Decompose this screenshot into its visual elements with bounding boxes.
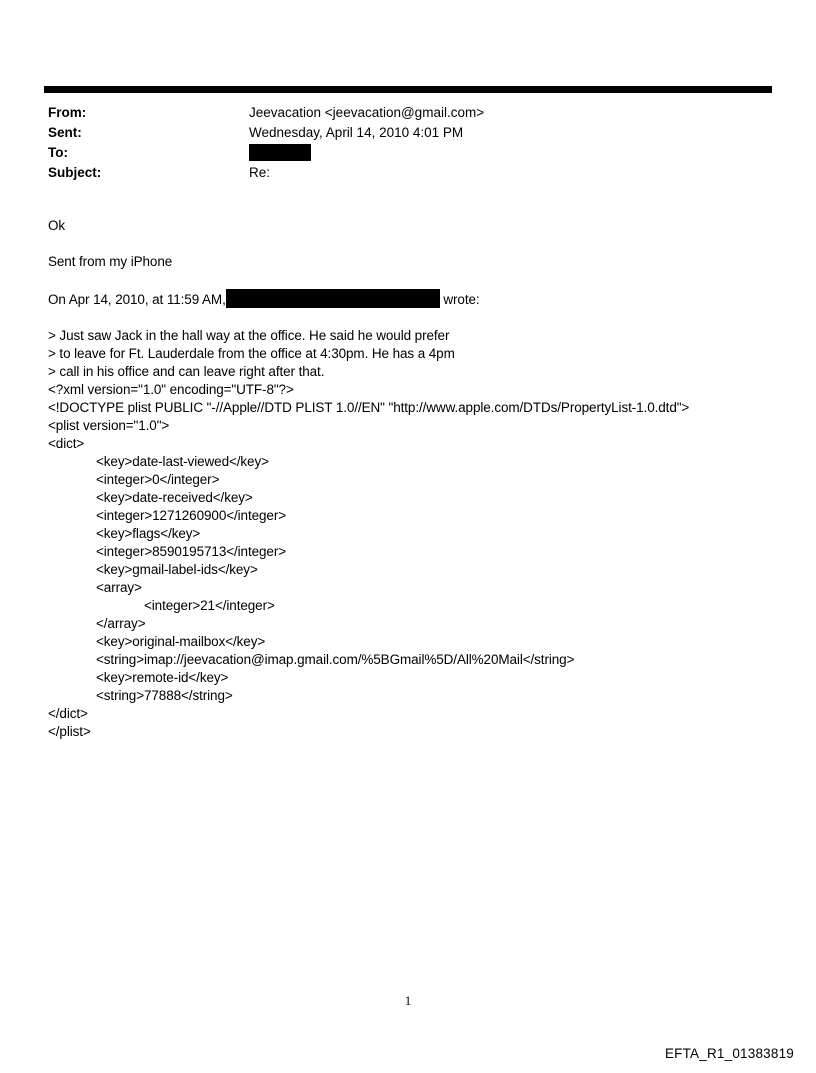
from-label: From: (48, 105, 87, 120)
quoted-line: > to leave for Ft. Lauderdale from the office at 4:30pm. He has a 4pm (48, 346, 455, 361)
page-number: 1 (404, 994, 412, 1008)
quoted-line: <key>date-received</key> (96, 490, 253, 505)
quoted-line: </plist> (48, 724, 91, 739)
bates-number: EFTA_R1_01383819 (664, 1046, 794, 1061)
quoted-line: > Just saw Jack in the hall way at the office. He said he would prefer (48, 328, 450, 343)
from-value: Jeevacation <jeevacation@gmail.com> (249, 105, 485, 120)
quoted-line: <key>flags</key> (96, 526, 201, 541)
quoted-line: <integer>0</integer> (96, 472, 220, 487)
to-value-container (249, 143, 311, 163)
quoted-line: <integer>21</integer> (144, 598, 275, 613)
quoted-line: <string>imap://jeevacation@imap.gmail.com/%5BGmail%5D/All%20Mail</string> (96, 652, 575, 667)
email-body (48, 217, 770, 741)
header-row-subject (48, 163, 768, 183)
quoted-line: > call in his office and can leave right after that. (48, 364, 325, 379)
subject-label: Subject: (48, 165, 102, 180)
quoted-line: <dict> (48, 436, 85, 451)
quoted-line: </array> (96, 616, 146, 631)
quoted-line: <key>original-mailbox</key> (96, 634, 266, 649)
sent-label: Sent: (48, 125, 82, 140)
quoted-line: <plist version="1.0"> (48, 418, 170, 433)
quoted-line: <key>remote-id</key> (96, 670, 229, 685)
quoted-message (48, 327, 770, 741)
to-label: To: (48, 145, 68, 160)
email-header (48, 103, 768, 183)
quoted-line: <key>gmail-label-ids</key> (96, 562, 258, 577)
to-redaction-box (249, 144, 311, 161)
header-rule (44, 86, 772, 93)
quoted-line: <key>date-last-viewed</key> (96, 454, 269, 469)
quoted-line: <!DOCTYPE plist PUBLIC "-//Apple//DTD PLIST 1.0//EN" "http://www.apple.com/DTDs/PropertyList-1.0.dtd"> (48, 400, 690, 415)
sent-value: Wednesday, April 14, 2010 4:01 PM (249, 125, 464, 140)
quoted-line: <?xml version="1.0" encoding="UTF-8"?> (48, 382, 294, 397)
header-row-from (48, 103, 768, 123)
quoted-line: <string>77888</string> (96, 688, 233, 703)
quoted-line: </dict> (48, 706, 88, 721)
quote-attribution (48, 289, 770, 309)
attribution-suffix: wrote: (439, 292, 480, 307)
header-row-sent (48, 123, 768, 143)
quoted-line: <array> (96, 580, 142, 595)
sender-redaction-box (226, 289, 440, 308)
attribution-prefix: On Apr 14, 2010, at 11:59 AM, (48, 292, 226, 307)
quoted-line: <integer>8590195713</integer> (96, 544, 287, 559)
quoted-line: <integer>1271260900</integer> (96, 508, 287, 523)
header-row-to (48, 143, 768, 163)
body-paragraph-2: Sent from my iPhone (48, 254, 173, 269)
body-paragraph-1: Ok (48, 218, 66, 233)
subject-value: Re: (249, 165, 271, 180)
